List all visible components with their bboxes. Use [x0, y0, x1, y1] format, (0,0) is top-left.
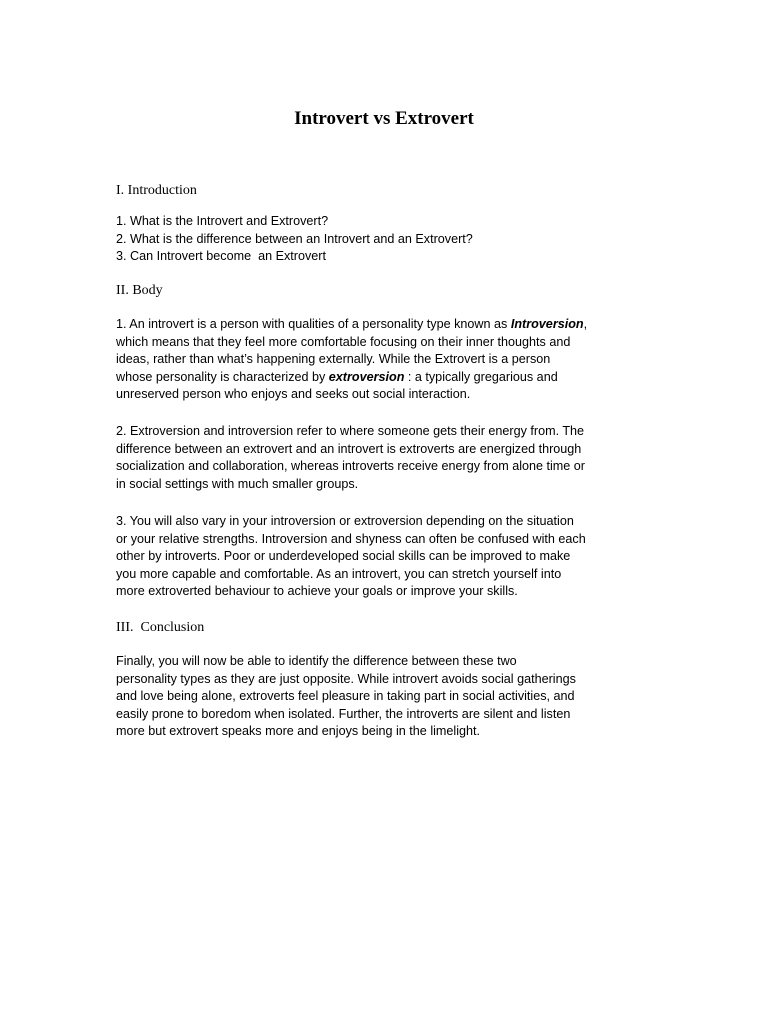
emphasis-term: extroversion: [328, 369, 405, 384]
text-run: whose personality is characterized by: [116, 369, 329, 384]
text-run: 1. An introvert is a person with qualities of a personality type known as: [116, 317, 511, 331]
paragraph-line: [116, 316, 587, 334]
paragraph-line: 3. You will also vary in your introversion or extroversion depending on the situation: [116, 514, 574, 528]
paragraph-line: Finally, you will now be able to identify the difference between these two: [116, 654, 517, 668]
paragraph-line: difference between an extrovert and an introvert is extroverts are energized through: [116, 441, 582, 456]
section-heading-introduction: I. Introduction: [116, 183, 197, 198]
list-item: 1. What is the Introvert and Extrovert?: [116, 214, 329, 228]
text-run: ,: [583, 317, 588, 331]
paragraph-line: ideas, rather than what’s happening externally. While the Extrovert is a person: [116, 352, 551, 367]
paragraph-line: more extroverted behaviour to achieve your goals or improve your skills.: [116, 584, 518, 599]
introduction-list: [116, 213, 473, 266]
paragraph-line: more but extrovert speaks more and enjoys being in the limelight.: [116, 724, 481, 739]
emphasis-term: Introversion: [510, 317, 584, 331]
body-paragraph-2: [116, 423, 585, 493]
paragraph-line: unreserved person who enjoys and seeks out social interaction.: [116, 387, 471, 402]
body-paragraph-1: [116, 316, 587, 404]
list-item: 2. What is the difference between an Introvert and an Extrovert?: [116, 231, 473, 246]
paragraph-line: or your relative strengths. Introversion and shyness can often be confused with each: [116, 531, 586, 546]
paragraph-line: socialization and collaboration, whereas introverts receive energy from alone time or: [116, 459, 586, 474]
paragraph-line: and love being alone, extroverts feel pleasure in taking part in social activities, and: [116, 689, 575, 704]
document-title: Introvert vs Extrovert: [294, 108, 474, 129]
paragraph-line: easily prone to boredom when isolated. Further, the introverts are silent and listen: [116, 706, 571, 721]
section-heading-conclusion: III. Conclusion: [116, 620, 205, 635]
paragraph-line: other by introverts. Poor or underdeveloped social skills can be improved to make: [116, 549, 571, 564]
paragraph-line: you more capable and comfortable. As an introvert, you can stretch yourself into: [116, 566, 562, 581]
list-item: 3. Can Introvert become an Extrovert: [116, 249, 326, 264]
section-heading-body: II. Body: [116, 283, 163, 298]
paragraph-line: which means that they feel more comfortable focusing on their inner thoughts and: [116, 334, 571, 349]
paragraph-line: in social settings with much smaller groups.: [116, 476, 359, 491]
text-run: : a typically gregarious and: [404, 369, 558, 384]
conclusion-paragraph: [116, 653, 576, 741]
body-paragraph-3: [116, 513, 586, 601]
paragraph-line: 2. Extroversion and introversion refer to where someone gets their energy from. The: [116, 424, 585, 438]
paragraph-line: personality types as they are just opposite. While introvert avoids social gatherings: [116, 671, 576, 686]
paragraph-line: [116, 369, 587, 387]
